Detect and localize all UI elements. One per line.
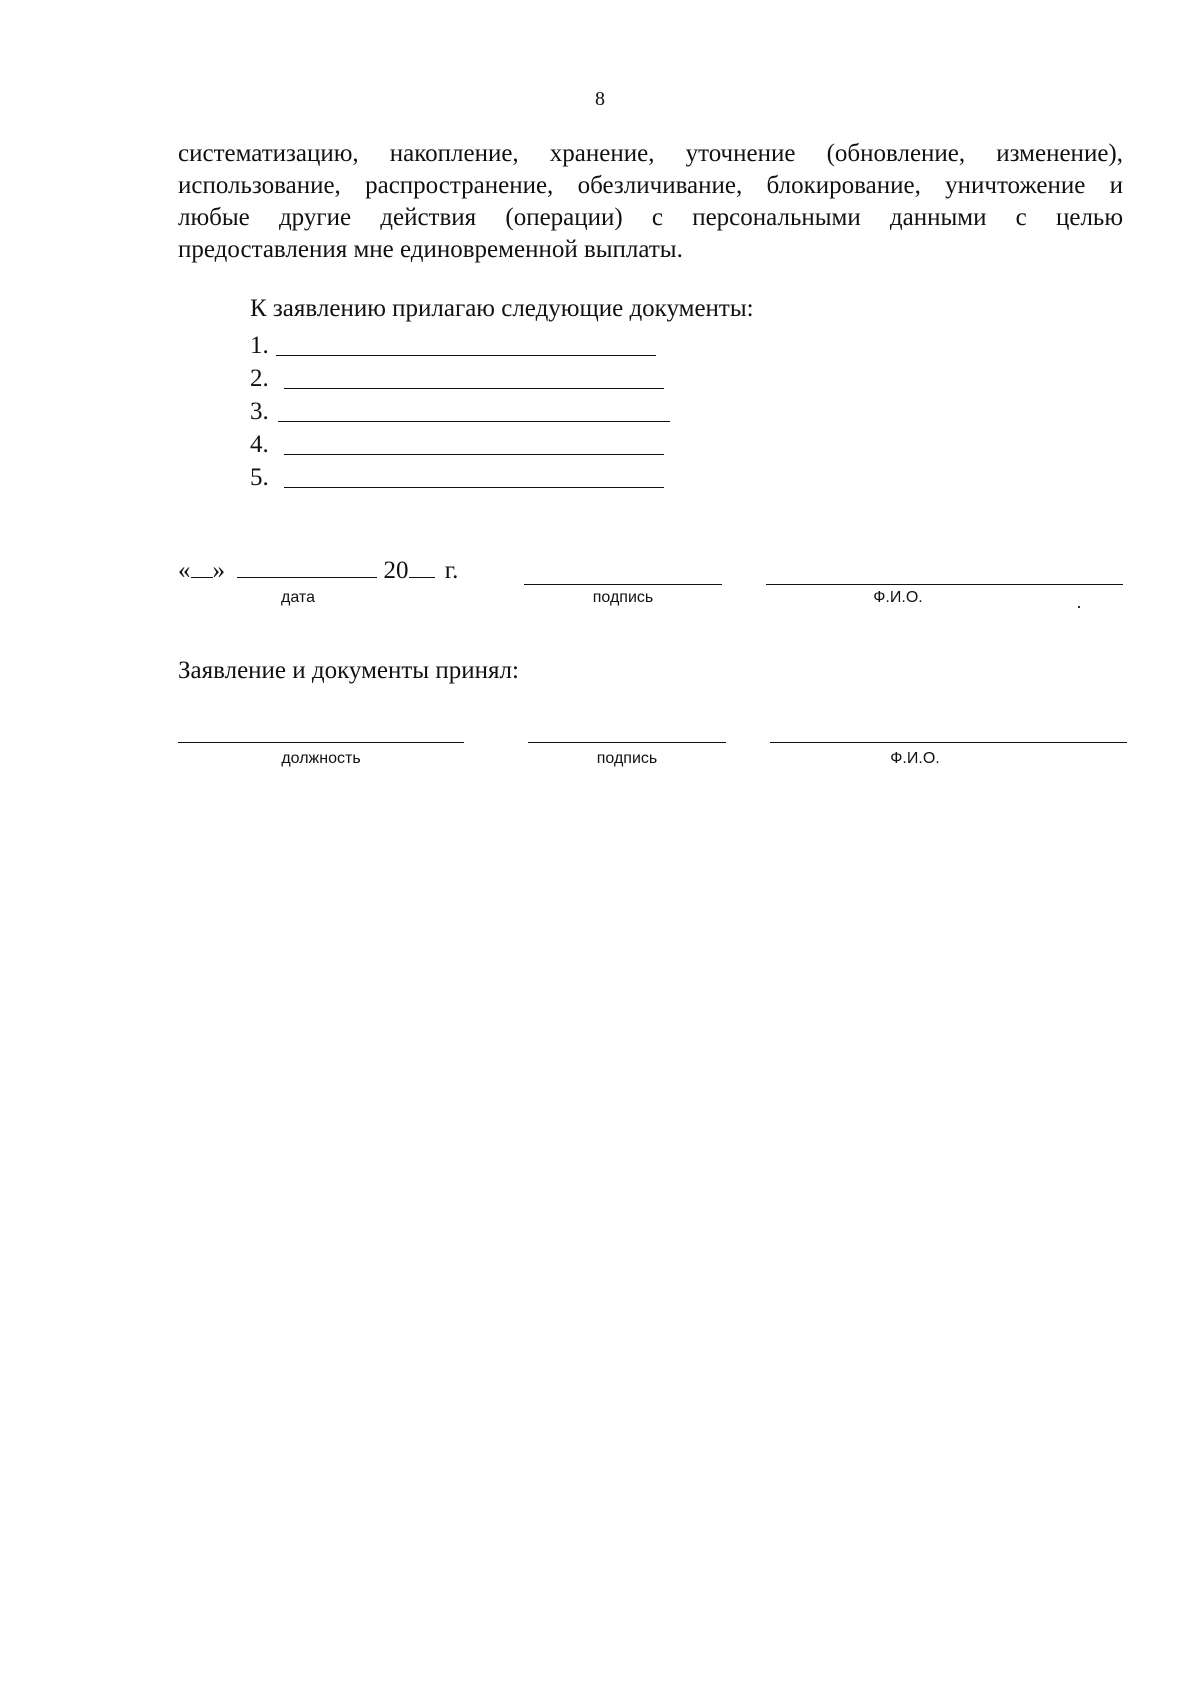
name-caption: Ф.И.О. xyxy=(873,589,923,606)
month-blank[interactable] xyxy=(237,555,377,578)
acceptor-signature-caption: подпись xyxy=(596,750,658,767)
name-line[interactable] xyxy=(766,583,1123,585)
year-suffix: г. xyxy=(444,557,459,584)
date-caption: дата xyxy=(281,589,315,606)
attachment-blank-line[interactable] xyxy=(276,331,656,356)
attachments-list xyxy=(250,328,690,493)
open-quote: « xyxy=(178,557,191,584)
acceptor-name-caption: Ф.И.О. xyxy=(890,750,940,767)
attachment-blank-line[interactable] xyxy=(284,430,664,455)
attachment-blank-line[interactable] xyxy=(284,463,664,488)
position-line[interactable] xyxy=(178,741,464,743)
consent-paragraph xyxy=(178,138,1123,266)
attachment-item xyxy=(250,394,690,427)
attachment-number: 5. xyxy=(250,464,269,491)
acceptance-text: Заявление и документы принял: xyxy=(178,657,519,684)
signature-caption: подпись xyxy=(592,589,654,606)
acceptor-name-line[interactable] xyxy=(770,741,1127,743)
signature-line[interactable] xyxy=(524,583,722,585)
attachment-item xyxy=(250,361,690,394)
scan-speck xyxy=(1078,606,1080,608)
paragraph-line: систематизацию, накопление, хранение, уточнение (обновление, изменение), xyxy=(178,140,1123,167)
attachments-intro: К заявлению прилагаю следующие документы: xyxy=(250,295,754,322)
attachment-item xyxy=(250,328,690,361)
paragraph-line: использование, распространение, обезличивание, блокирование, уничтожение и xyxy=(178,172,1123,199)
applicant-signature-row xyxy=(178,555,1123,615)
year-blank[interactable] xyxy=(409,555,435,578)
paragraph-line: любые другие действия (операции) с персональными данными с целью xyxy=(178,204,1123,231)
page-number: 8 xyxy=(595,88,605,110)
date-field xyxy=(178,555,458,587)
acceptor-signature-line[interactable] xyxy=(528,741,726,743)
attachment-item xyxy=(250,460,690,493)
year-prefix: 20 xyxy=(383,557,409,584)
position-caption: должность xyxy=(281,750,361,767)
close-quote: » xyxy=(212,557,225,584)
attachment-number: 4. xyxy=(250,431,269,458)
attachment-blank-line[interactable] xyxy=(284,364,664,389)
day-blank[interactable] xyxy=(191,555,213,578)
attachment-item xyxy=(250,427,690,460)
attachment-number: 2. xyxy=(250,365,269,392)
attachment-number: 1. xyxy=(250,332,269,359)
attachment-number: 3. xyxy=(250,398,269,425)
paragraph-line: предоставления мне единовременной выплаты. xyxy=(178,236,683,263)
attachment-blank-line[interactable] xyxy=(278,397,670,422)
